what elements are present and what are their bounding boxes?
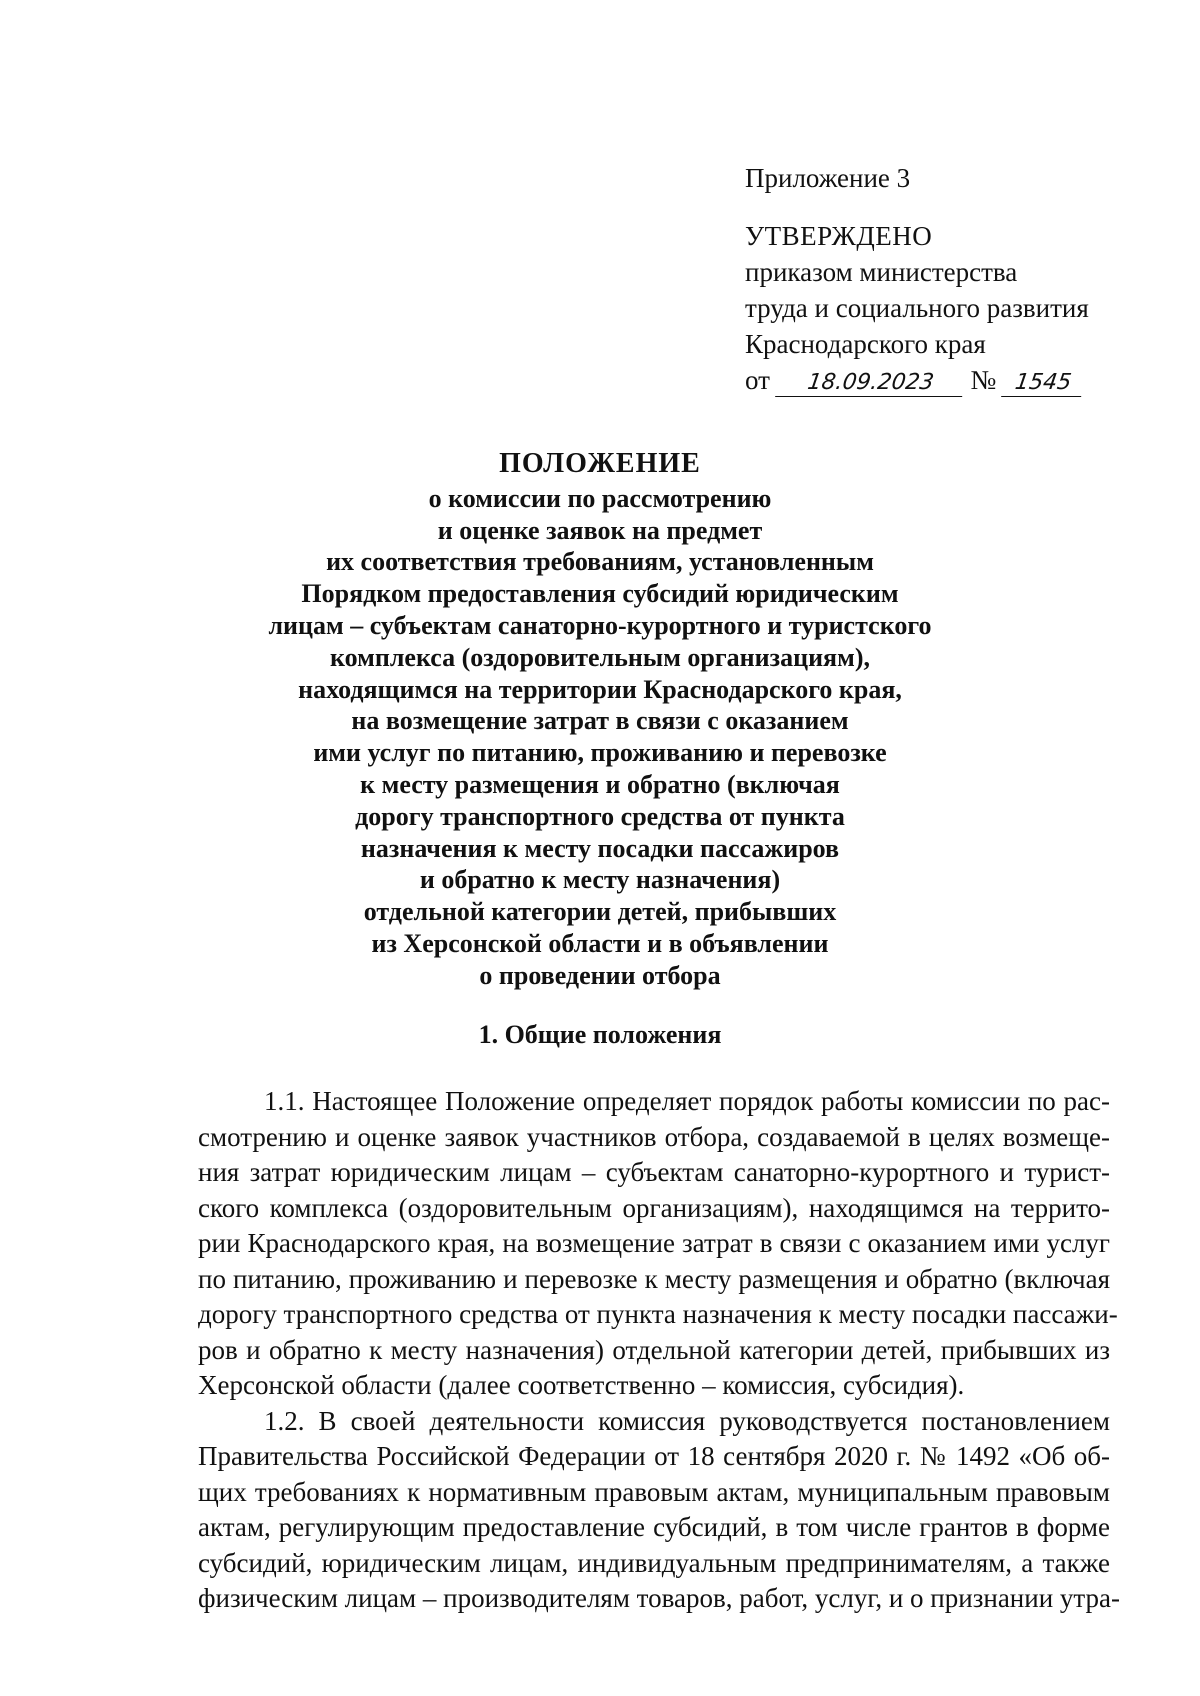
title-line: назначения к месту посадки пассажиров xyxy=(360,833,840,863)
paragraph-line: по питанию, проживанию и перевозке к месту размещения и обратно (включая xyxy=(198,1263,1110,1294)
approval-line: труда и социального развития xyxy=(745,293,1089,323)
approval-line: приказом министерства xyxy=(745,257,1018,287)
title-line: их соответствия требованиям, установленным xyxy=(326,547,874,577)
title-line: из Херсонской области и в объявлении xyxy=(371,928,829,958)
handwritten-number: 1545 xyxy=(1001,370,1085,397)
handwritten-date: 18.09.2023 xyxy=(775,370,966,397)
paragraph-line: щих требованиях к нормативным правовым актам, муниципальным правовым xyxy=(198,1476,1110,1507)
title-line: находящимся на территории Краснодарского края, xyxy=(298,674,902,704)
paragraph-line: ского комплекса (оздоровительным организациям), находящимся на террито- xyxy=(198,1192,1110,1223)
approval-block xyxy=(745,160,1165,398)
document-title-block xyxy=(160,448,1040,992)
document-title: ПОЛОЖЕНИЕ xyxy=(499,448,701,479)
order-date-line xyxy=(745,362,1165,398)
paragraph-line: субсидий, юридическим лицам, индивидуальным предпринимателям, а также xyxy=(198,1547,1110,1578)
title-line: комплекса (оздоровительным организациям), xyxy=(330,642,870,672)
title-line: и оценке заявок на предмет xyxy=(437,515,763,545)
paragraph-line: смотрению и оценке заявок участников отбора, создаваемой в целях возмеще- xyxy=(198,1121,1110,1152)
title-line: о проведении отбора xyxy=(479,960,721,990)
paragraph-line: дорогу транспортного средства от пункта назначения к месту посадки пассажи- xyxy=(198,1299,1118,1329)
approval-line: Краснодарского края xyxy=(745,329,986,359)
approved-label: УТВЕРЖДЕНО xyxy=(745,221,933,251)
title-line: отдельной категории детей, прибывших xyxy=(363,897,837,927)
appendix-label: Приложение 3 xyxy=(745,163,911,193)
title-line: лицам – субъектам санаторно-курортного и туристского xyxy=(268,610,932,640)
title-line: о комиссии по рассмотрению xyxy=(428,483,772,513)
paragraph-line: актам, регулирующим предоставление субсидий, в том числе грантов в форме xyxy=(198,1512,1110,1542)
title-line: на возмещение затрат в связи с оказанием xyxy=(351,706,849,736)
number-prefix: № xyxy=(970,365,997,395)
title-line: дорогу транспортного средства от пункта xyxy=(355,801,845,831)
paragraph-line: ния затрат юридическим лицам – субъектам санаторно-курортного и турист- xyxy=(198,1157,1110,1187)
paragraph-line: физическим лицам – производителям товаров, работ, услуг, и о признании утра- xyxy=(198,1583,1121,1613)
body-text xyxy=(198,1084,1121,1617)
paragraph-line: Херсонской области (далее соответственно – комиссия, субсидия). xyxy=(198,1370,965,1400)
title-line: Порядком предоставления субсидий юридическим xyxy=(301,579,899,609)
paragraph-line: 1.2. В своей деятельности комиссия руководствуется постановлением xyxy=(264,1405,1110,1436)
date-prefix: от xyxy=(745,365,770,395)
title-line: ими услуг по питанию, проживанию и перевозке xyxy=(313,738,887,768)
paragraph-line: ров и обратно к месту назначения) отдельной категории детей, прибывших из xyxy=(198,1334,1110,1365)
title-line: к месту размещения и обратно (включая xyxy=(360,769,840,799)
section-heading: 1. Общие положения xyxy=(478,1020,722,1049)
paragraph-line: рии Краснодарского края, на возмещение затрат в связи с оказанием ими услуг xyxy=(198,1228,1110,1258)
title-line: и обратно к месту назначения) xyxy=(419,865,781,895)
paragraph-line: 1.1. Настоящее Положение определяет порядок работы комиссии по рас- xyxy=(264,1086,1110,1116)
paragraph-line: Правительства Российской Федерации от 18 сентября 2020 г. № 1492 «Об об- xyxy=(198,1441,1110,1471)
